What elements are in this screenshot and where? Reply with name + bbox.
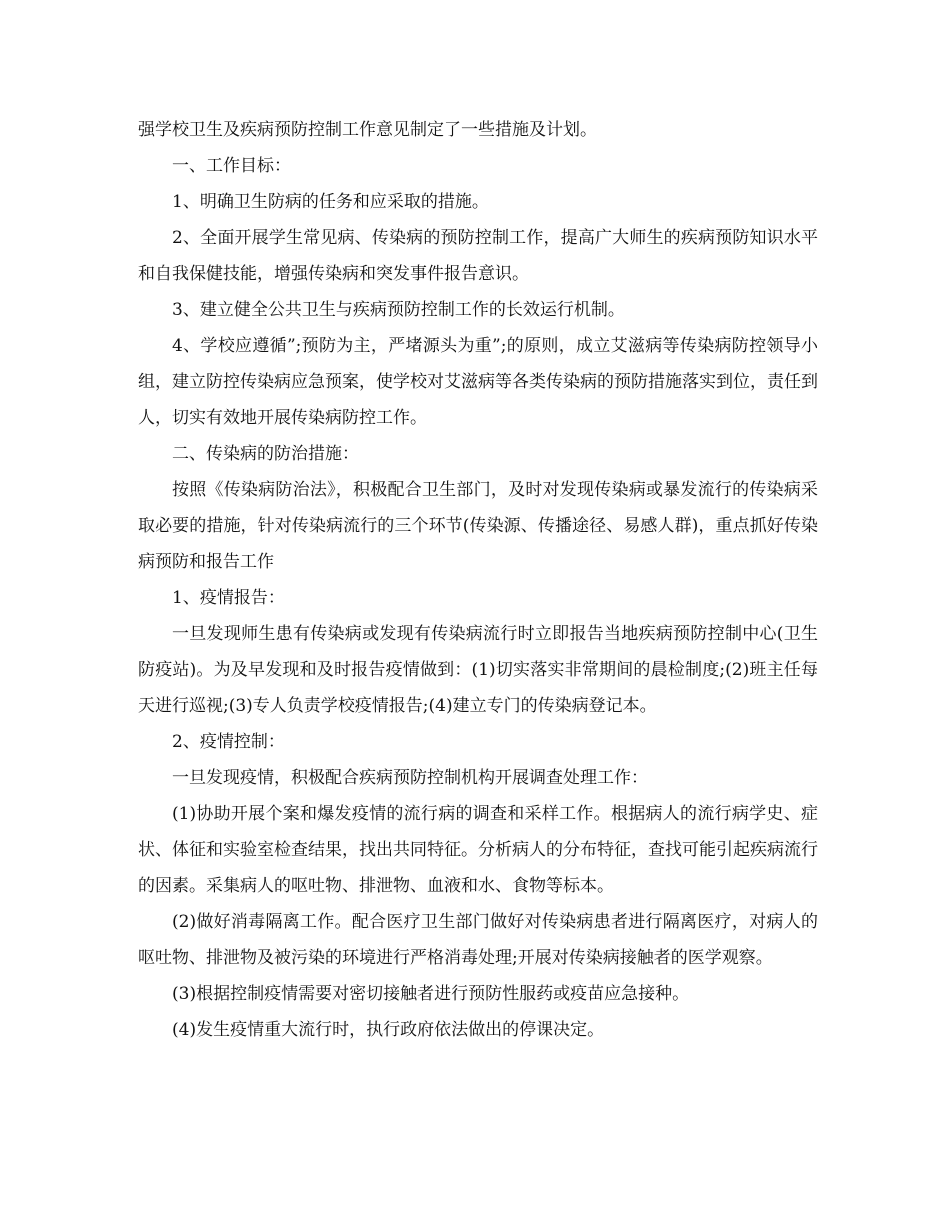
paragraph-prevention-intro: 按照《传染病防治法》，积极配合卫生部门，及时对发现传染病或暴发流行的传染病采取必要的措施，针对传染病流行的三个环节(传染源、传播途径、易感人群)，重点抓好传染病预防和报告工作 [138, 480, 818, 572]
heading-prevention-measures: 二、传染病的防治措施： [172, 444, 359, 464]
paragraph-goal-2: 2、全面开展学生常见病、传染病的预防控制工作，提高广大师生的疾病预防知识水平和自我保健技能，增强传染病和突发事件报告意识。 [138, 228, 818, 284]
paragraph-intro-continuation: 强学校卫生及疾病预防控制工作意见制定了一些措施及计划。 [138, 120, 597, 140]
paragraph-control-item-2: (2)做好消毒隔离工作。配合医疗卫生部门做好对传染病患者进行隔离医疗，对病人的呕吐物、排泄物及被污染的环境进行严格消毒处理;开展对传染病接触者的医学观察。 [138, 912, 818, 968]
paragraph-control-item-3: (3)根据控制疫情需要对密切接触者进行预防性服药或疫苗应急接种。 [172, 984, 690, 1004]
heading-epidemic-report: 1、疫情报告： [172, 588, 285, 608]
paragraph-epidemic-report: 一旦发现师生患有传染病或发现有传染病流行时立即报告当地疾病预防控制中心(卫生防疫站)。为及早发现和及时报告疫情做到：(1)切实落实非常期间的晨检制度;(2)班主任每天进行巡视;(3)专人负责学校疫情报告;(4)建立专门的传染病登记本。 [138, 624, 818, 716]
paragraph-control-intro: 一旦发现疫情，积极配合疾病预防控制机构开展调查处理工作： [172, 768, 648, 788]
paragraph-goal-1: 1、明确卫生防病的任务和应采取的措施。 [172, 192, 489, 212]
paragraph-control-item-4: (4)发生疫情重大流行时，执行政府依法做出的停课决定。 [172, 1020, 605, 1040]
heading-epidemic-control: 2、疫情控制： [172, 732, 285, 752]
paragraph-control-item-1: (1)协助开展个案和爆发疫情的流行病的调查和采样工作。根据病人的流行病学史、症状、体征和实验室检查结果，找出共同特征。分析病人的分布特征，查找可能引起疾病流行的因素。采集病人的呕吐物、排泄物、血液和水、食物等标本。 [138, 804, 818, 896]
paragraph-goal-3: 3、建立健全公共卫生与疾病预防控制工作的长效运行机制。 [172, 300, 625, 320]
heading-work-goals: 一、工作目标： [172, 156, 291, 176]
paragraph-goal-4: 4、学校应遵循”;预防为主，严堵源头为重”;的原则，成立艾滋病等传染病防控领导小组，建立防控传染病应急预案，使学校对艾滋病等各类传染病的预防措施落实到位，责任到人，切实有效地开展传染病防控工作。 [138, 336, 818, 428]
document-body [138, 112, 818, 1048]
